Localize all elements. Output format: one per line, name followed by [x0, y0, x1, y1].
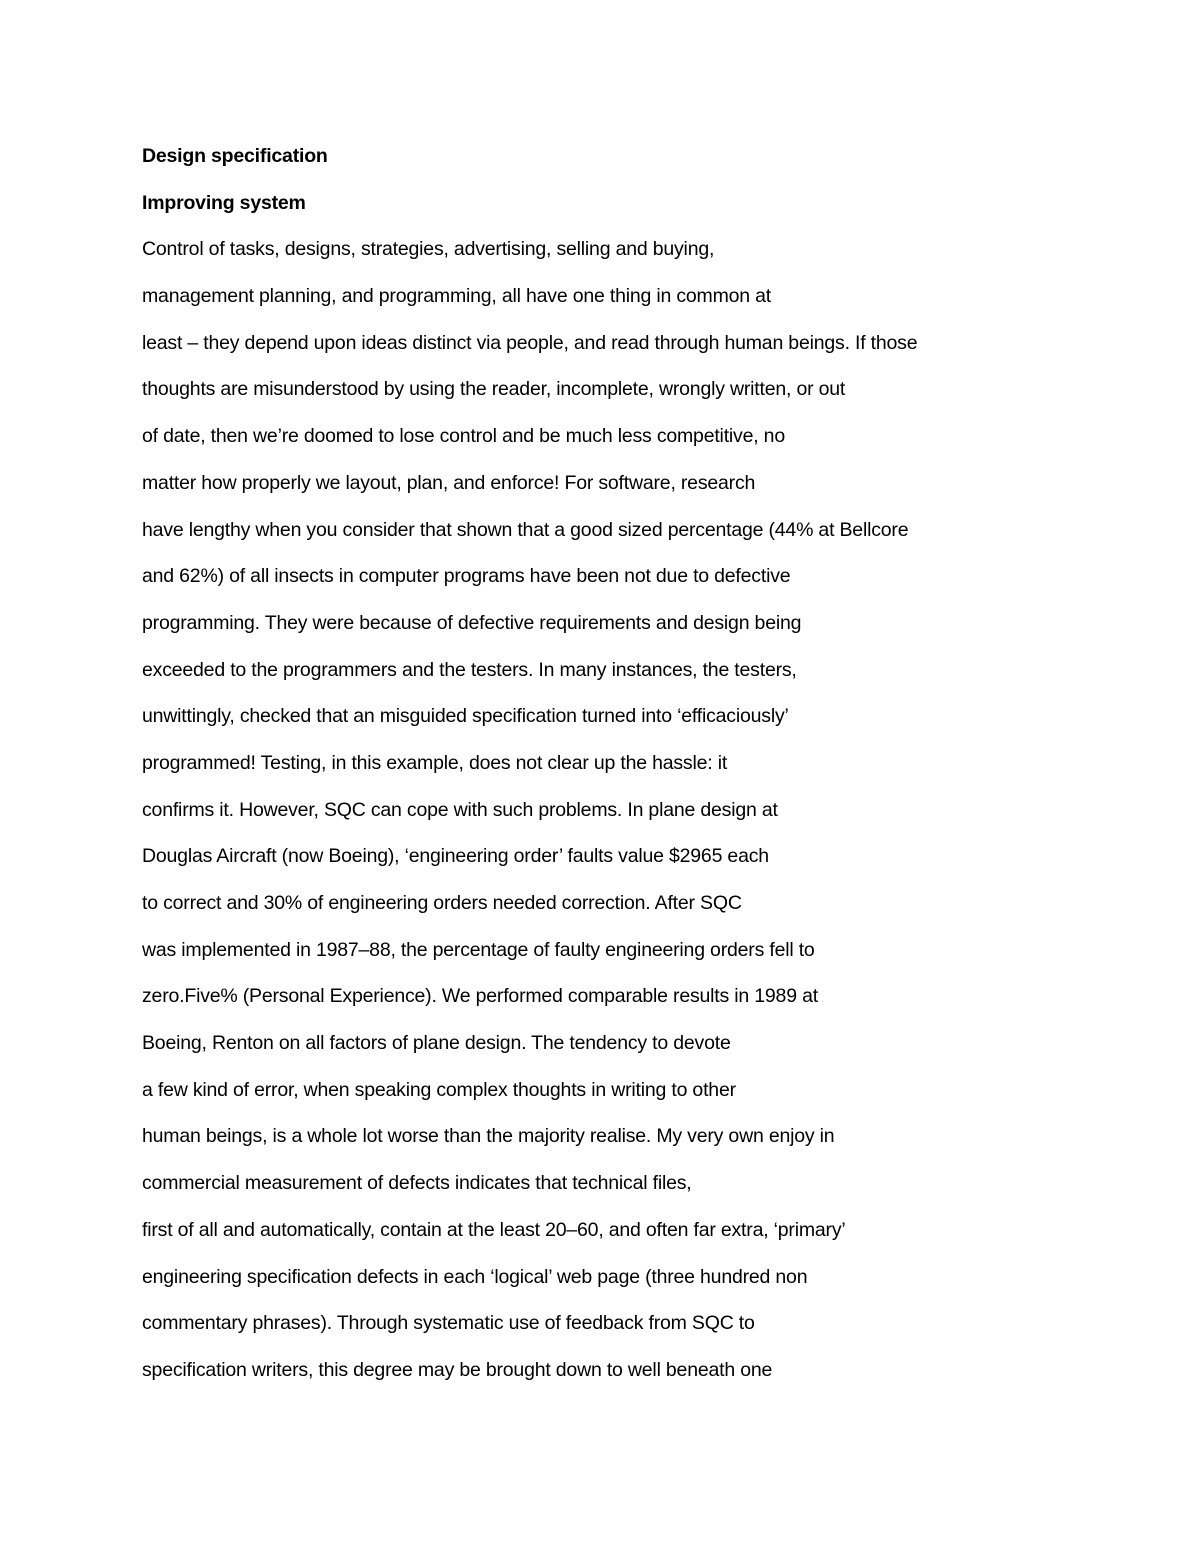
- body-line: commercial measurement of defects indicates that technical files,: [142, 1172, 692, 1195]
- body-line: confirms it. However, SQC can cope with such problems. In plane design at: [142, 798, 778, 821]
- body-line: engineering specification defects in each ‘logical’ web page (three hundred non: [142, 1265, 808, 1288]
- body-line: of date, then we’re doomed to lose control and be much less competitive, no: [142, 425, 785, 448]
- body-line: programming. They were because of defective requirements and design being: [142, 611, 802, 634]
- body-line: management planning, and programming, all have one thing in common at: [142, 285, 772, 308]
- body-line: human beings, is a whole lot worse than the majority realise. My very own enjoy in: [142, 1125, 835, 1148]
- body-line: least – they depend upon ideas distinct via people, and read through human beings. If those: [142, 331, 918, 354]
- body-line: unwittingly, checked that an misguided specification turned into ‘efficaciously’: [142, 705, 789, 728]
- body-line: to correct and 30% of engineering orders needed correction. After SQC: [142, 892, 742, 914]
- document-title: Design specification: [142, 145, 328, 167]
- body-line: Control of tasks, designs, strategies, advertising, selling and buying,: [142, 238, 715, 261]
- body-line: specification writers, this degree may be brought down to well beneath one: [142, 1358, 773, 1381]
- body-line: Douglas Aircraft (now Boeing), ‘engineering order’ faults value $2965 each: [142, 845, 769, 868]
- body-line: zero.Five% (Personal Experience). We performed comparable results in 1989 at: [142, 985, 818, 1008]
- body-line: first of all and automatically, contain at the least 20–60, and often far extra, ‘primary’: [142, 1218, 846, 1241]
- body-line: matter how properly we layout, plan, and enforce! For software, research: [142, 471, 756, 494]
- body-line: commentary phrases). Through systematic use of feedback from SQC to: [142, 1312, 755, 1335]
- body-line: programmed! Testing, in this example, does not clear up the hassle: it: [142, 751, 728, 774]
- body-line: a few kind of error, when speaking complex thoughts in writing to other: [142, 1078, 736, 1101]
- document-body: [142, 138, 1142, 1399]
- body-line: and 62%) of all insects in computer programs have been not due to defective: [142, 565, 791, 588]
- body-line: have lengthy when you consider that shown that a good sized percentage (44% at Bellcore: [142, 518, 909, 541]
- body-line: Boeing, Renton on all factors of plane design. The tendency to devote: [142, 1032, 731, 1055]
- body-line: exceeded to the programmers and the testers. In many instances, the testers,: [142, 658, 797, 681]
- section-heading: Improving system: [142, 191, 306, 214]
- body-line: was implemented in 1987–88, the percentage of faulty engineering orders fell to: [142, 938, 815, 961]
- body-line: thoughts are misunderstood by using the reader, incomplete, wrongly written, or out: [142, 378, 846, 401]
